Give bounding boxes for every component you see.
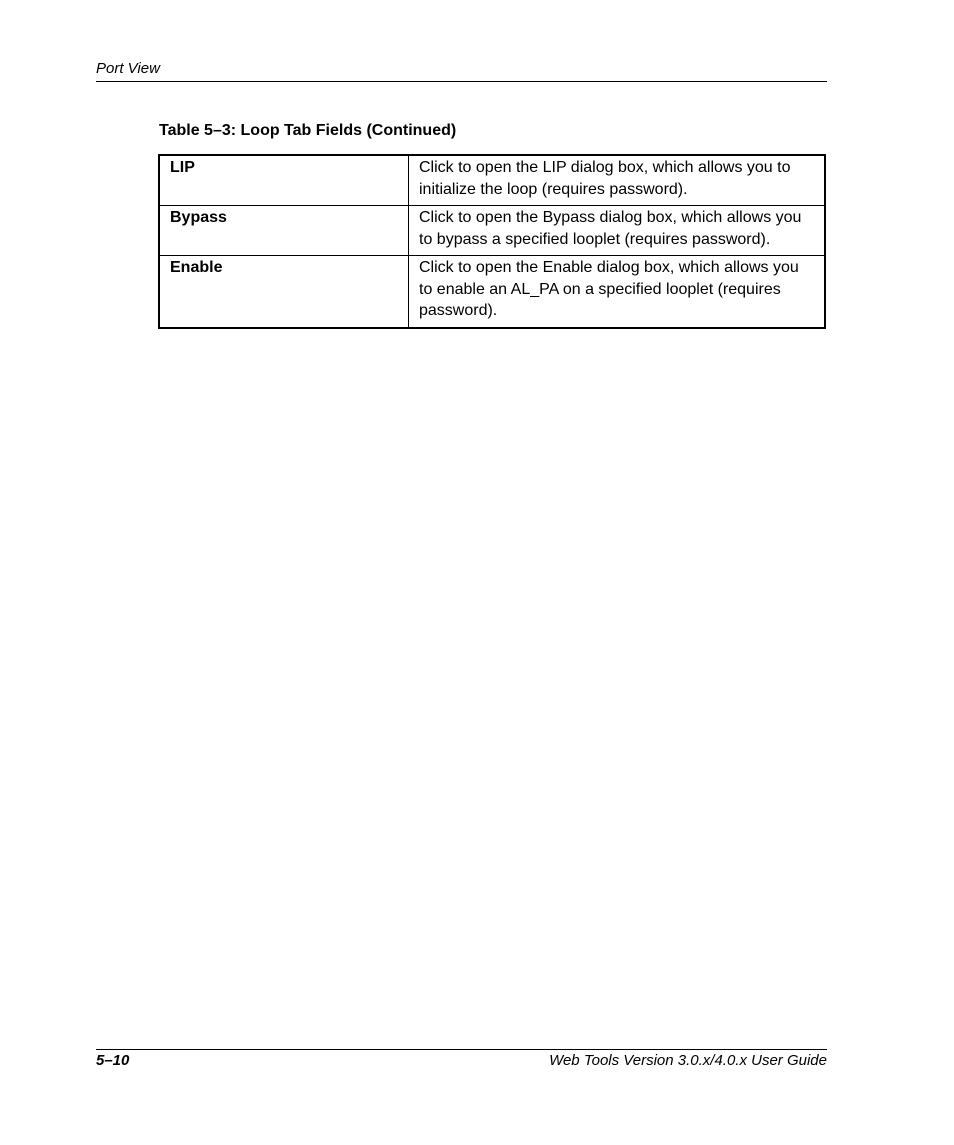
field-name-cell: Enable: [159, 256, 409, 328]
running-header: [96, 59, 827, 82]
table-caption: Table 5–3: Loop Tab Fields (Continued): [159, 122, 457, 139]
field-description-cell: Click to open the LIP dialog box, which allows you to initialize the loop (requires password).: [409, 155, 826, 206]
field-description-cell: Click to open the Enable dialog box, which allows you to enable an AL_PA on a specified looplet (requires password).: [409, 256, 826, 328]
table-row: [159, 155, 825, 206]
field-description-cell: Click to open the Bypass dialog box, which allows you to bypass a specified looplet (requires password).: [409, 206, 826, 256]
guide-title: Web Tools Version 3.0.x/4.0.x User Guide: [549, 1052, 827, 1069]
table-row: [159, 206, 825, 256]
page-number: 5–10: [96, 1052, 130, 1069]
field-name-cell: Bypass: [159, 206, 409, 256]
table-row: [159, 256, 825, 328]
section-title: Port View: [96, 60, 160, 77]
field-name-cell: LIP: [159, 155, 409, 206]
loop-tab-fields-table: [158, 154, 826, 329]
running-footer: [96, 1049, 827, 1076]
